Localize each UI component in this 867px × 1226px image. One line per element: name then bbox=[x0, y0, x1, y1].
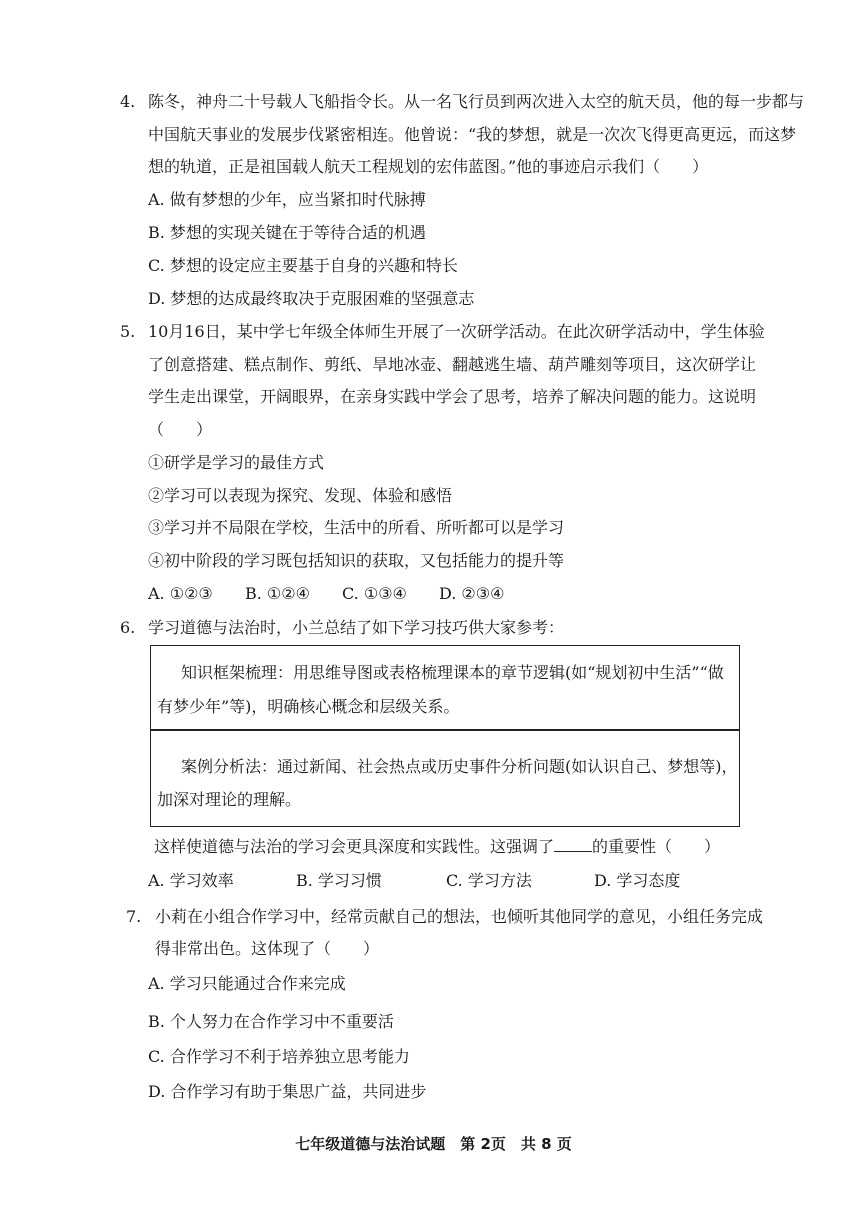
option-c: C. 合作学习不利于培养独立思考能力 bbox=[148, 1047, 410, 1066]
question-number: 5. bbox=[120, 322, 136, 341]
question-stem bbox=[154, 836, 720, 858]
option-d: D. 合作学习有助于集思广益，共同进步 bbox=[148, 1082, 427, 1101]
stem-text: 这样使道德与法治的学习会更具深度和实践性。这强调了 bbox=[154, 837, 555, 856]
question-text-line: 学生走出课堂，开阔眼界，在亲身实践中学会了思考，培养了解决问题的能力。这说明 bbox=[148, 387, 757, 406]
statement-3: ③学习并不局限在学校，生活中的所看、所听都可以是学习 bbox=[148, 518, 565, 537]
option-b: B. 学习习惯 bbox=[296, 871, 382, 890]
option-b: B. 个人努力在合作学习中不重要活 bbox=[148, 1012, 394, 1031]
option-d: D. ②③④ bbox=[439, 584, 505, 603]
question-text-line: 中国航天事业的发展步伐紧密相连。他曾说：“我的梦想，就是一次次飞得更高更远，而这梦 bbox=[148, 125, 797, 144]
stem-text: 的重要性（ ） bbox=[592, 837, 721, 856]
tip-box-knowledge-framework bbox=[150, 645, 740, 731]
option-a: A. 做有梦想的少年，应当紧扣时代脉搏 bbox=[148, 190, 426, 209]
tip-text-line: 案例分析法：通过新闻、社会热点或历史事件分析问题(如认识自己、梦想等)， bbox=[181, 757, 738, 776]
option-a: A. 学习效率 bbox=[148, 871, 234, 890]
page-footer: 七年级道德与法治试题 第 2页 共 8 页 bbox=[295, 1135, 572, 1153]
option-a: A. 学习只能通过合作来完成 bbox=[148, 974, 346, 993]
statement-4: ④初中阶段的学习既包括知识的获取，又包括能力的提升等 bbox=[148, 551, 565, 570]
option-c: C. 梦想的设定应主要基于自身的兴趣和特长 bbox=[148, 256, 458, 275]
question-text-line: 想的轨道，正是祖国载人航天工程规划的宏伟蓝图。”他的事迹启示我们（ ） bbox=[148, 157, 709, 176]
option-a: A. ①②③ bbox=[148, 584, 213, 603]
question-text-line: 10月16日，某中学七年级全体师生开展了一次研学活动。在此次研学活动中，学生体验 bbox=[148, 322, 765, 341]
option-c: C. 学习方法 bbox=[446, 871, 532, 890]
question-number: 7. bbox=[126, 907, 142, 926]
question-number: 6. bbox=[120, 618, 136, 637]
question-number: 4. bbox=[120, 92, 136, 111]
tip-box-case-analysis bbox=[150, 729, 740, 827]
question-text-line: 陈冬，神舟二十号载人飞船指令长。从一名飞行员到两次进入太空的航天员，他的每一步都与 bbox=[148, 92, 805, 111]
question-text-line: 得非常出色。这体现了（ ） bbox=[155, 939, 380, 958]
tip-text-line: 加深对理论的理解。 bbox=[157, 790, 302, 809]
statement-1: ①研学是学习的最佳方式 bbox=[148, 453, 325, 472]
answer-bracket: （ ） bbox=[148, 420, 213, 439]
question-text-line: 小莉在小组合作学习中，经常贡献自己的想法，也倾听其他同学的意见，小组任务完成 bbox=[155, 907, 764, 926]
option-d: D. 梦想的达成最终取决于克服困难的坚强意志 bbox=[148, 289, 475, 308]
option-b: B. 梦想的实现关键在于等待合适的机遇 bbox=[148, 223, 426, 242]
option-c: C. ①③④ bbox=[342, 584, 407, 603]
option-d: D. 学习态度 bbox=[594, 871, 681, 890]
tip-text-line: 知识框架梳理：用思维导图或表格梳理课本的章节逻辑(如“规划初中生活”“做 bbox=[181, 663, 724, 682]
tip-text-line: 有梦少年”等)，明确核心概念和层级关系。 bbox=[157, 697, 460, 716]
question-text-line: 了创意搭建、糕点制作、剪纸、旱地冰壶、翻越逃生墙、葫芦雕刻等项目，这次研学让 bbox=[148, 355, 757, 374]
answer-blank bbox=[554, 837, 592, 852]
statement-2: ②学习可以表现为探究、发现、体验和感悟 bbox=[148, 486, 453, 505]
question-intro: 学习道德与法治时，小兰总结了如下学习技巧供大家参考： bbox=[148, 618, 565, 637]
option-b: B. ①②④ bbox=[245, 584, 310, 603]
